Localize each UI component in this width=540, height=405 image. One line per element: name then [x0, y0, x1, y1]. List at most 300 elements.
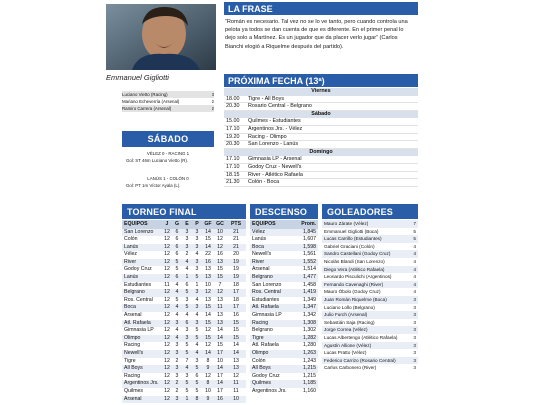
standings-cell: 4: [172, 312, 182, 320]
standings-cell: 3: [192, 244, 202, 252]
standings-team: River: [122, 259, 162, 267]
standings-team: Racing: [122, 342, 162, 350]
standings-cell: 10: [202, 282, 214, 290]
relegation-row: [250, 388, 318, 396]
standings-cell: 2: [172, 388, 182, 396]
standings-cell: 15: [202, 236, 214, 244]
standings-cell: 3: [192, 358, 202, 366]
scorer-row: [322, 296, 418, 304]
relegation-average: 1,282: [294, 335, 318, 343]
scorer-goals: 5: [413, 228, 416, 234]
standings-cell: 4: [192, 251, 202, 259]
standings-cell: 3: [182, 335, 192, 343]
scorer-row: [322, 319, 418, 327]
standings-cell: 3: [192, 289, 202, 297]
relegation-team: Atl. Rafaela: [250, 342, 294, 350]
standings-cell: 5: [182, 388, 192, 396]
relegation-row: [250, 320, 318, 328]
relegation-team: San Lorenzo: [250, 282, 294, 290]
standings-cell: 8: [202, 380, 214, 388]
relegation-row: [250, 365, 318, 373]
relegation-average: 1,552: [294, 259, 318, 267]
standings-row: [122, 396, 246, 404]
standings-team: Quilmes: [122, 388, 162, 396]
scorer-row: [322, 311, 418, 319]
standings-cell: 12: [162, 259, 172, 267]
standings-cell: 12: [162, 396, 172, 404]
relegation-row: [250, 335, 318, 343]
relegation-average: 1,342: [294, 312, 318, 320]
standings-cell: 12: [162, 251, 172, 259]
scorer-goals: 3: [413, 304, 416, 310]
scorer-name: Sebastián Saja (Racing): [324, 319, 375, 325]
standings-cell: 4: [172, 327, 182, 335]
scorer-name: Federico Carrizo (Rosario Central): [324, 357, 396, 363]
relegation-table: [250, 220, 318, 396]
scorer-name: Fernando Cavenaghi (River): [324, 281, 384, 287]
standings-cell: 3: [182, 229, 192, 237]
scorer-name: Luciano Lollo (Belgrano): [324, 304, 375, 310]
standings-cell: 1: [192, 282, 202, 290]
relegation-row: [250, 266, 318, 274]
standings-cell: 3: [172, 396, 182, 404]
fixture-row: [224, 172, 418, 180]
standings-cell: 17: [214, 350, 226, 358]
standings-cell: 12: [162, 388, 172, 396]
relegation-row: [250, 251, 318, 259]
standings-row: [122, 373, 246, 381]
standings-cell: 5: [172, 259, 182, 267]
standings-cell: 12: [162, 304, 172, 312]
standings-team: Belgrano: [122, 289, 162, 297]
sabado-match: [122, 151, 214, 164]
standings-row: [122, 297, 246, 305]
standings-cell: 21: [226, 229, 246, 237]
standings-cell: 4: [182, 365, 192, 373]
standings-cell: 12: [162, 358, 172, 366]
standings-cell: 11: [162, 282, 172, 290]
standings-cell: 8: [192, 396, 202, 404]
relegation-team: Estudiantes: [250, 297, 294, 305]
standings-table: [122, 220, 246, 403]
standings-header-row: [122, 220, 246, 229]
standings-cell: 2: [172, 358, 182, 366]
standings-cell: 15: [202, 320, 214, 328]
standings-cell: 5: [192, 327, 202, 335]
standings-row: [122, 282, 246, 290]
standings-cell: 12: [214, 289, 226, 297]
standings-cell: 5: [192, 335, 202, 343]
standings-cell: 3: [172, 320, 182, 328]
standings-cell: 7: [214, 282, 226, 290]
match-scorer: Gol: ST 46m Luciano Vietto (R).: [126, 157, 189, 163]
relegation-row: [250, 244, 318, 252]
scorer-goals: 3: [413, 357, 416, 363]
standings-cell: 17: [214, 373, 226, 381]
scorer-goals: 4: [413, 243, 416, 249]
relegation-average: 1,347: [294, 304, 318, 312]
standings-cell: 4: [192, 312, 202, 320]
fixture-day-header: Sábado: [224, 111, 418, 119]
standings-cell: 14: [202, 229, 214, 237]
fixture-row: [224, 179, 418, 187]
fixture-time: 18.00: [226, 95, 240, 102]
standings-cell: 19: [226, 259, 246, 267]
standings-column-header: E: [182, 220, 192, 229]
standings-cell: 1: [182, 396, 192, 404]
ranking-name: Luciano Vietto (Racing): [122, 92, 168, 97]
relegation-row: [250, 327, 318, 335]
match-scorer: Gol: PT 1m Víctor Ayala (L).: [126, 182, 181, 188]
relegation-team: Belgrano: [250, 274, 294, 282]
standings-cell: 21: [226, 244, 246, 252]
ranking-value: 2: [211, 106, 214, 111]
standings-column-header: J: [162, 220, 172, 229]
scorer-row: [322, 334, 418, 342]
fixture-time: 17.10: [226, 163, 240, 170]
fixture-list: [224, 88, 418, 187]
relegation-row: [250, 259, 318, 267]
scorer-row: [322, 235, 418, 243]
standings-cell: 22: [202, 251, 214, 259]
standings-row: [122, 266, 246, 274]
standings-cell: 4: [172, 282, 182, 290]
standings-team: Olimpo: [122, 335, 162, 343]
standings-team: Vélez: [122, 251, 162, 259]
standings-row: [122, 342, 246, 350]
standings-row: [122, 335, 246, 343]
relegation-team: Tigre: [250, 335, 294, 343]
standings-cell: 6: [172, 229, 182, 237]
scorer-row: [322, 326, 418, 334]
relegation-average: 1,185: [294, 380, 318, 388]
standings-cell: 5: [182, 350, 192, 358]
standings-team: Lanús: [122, 274, 162, 282]
relegation-average: 1,280: [294, 342, 318, 350]
sabado-match: [122, 176, 214, 189]
standings-cell: 4: [192, 350, 202, 358]
frase-title: LA FRASE: [224, 2, 418, 15]
scorer-goals: 3: [413, 327, 416, 333]
standings-cell: 10: [214, 229, 226, 237]
standings-cell: 2: [172, 380, 182, 388]
relegation-average: 1,607: [294, 236, 318, 244]
standings-cell: 3: [192, 236, 202, 244]
relegation-average: 1,215: [294, 373, 318, 381]
scorer-goals: 4: [413, 289, 416, 295]
scorer-goals: 3: [413, 342, 416, 348]
scorer-name: Sandro Castellani (Godoy Cruz): [324, 251, 391, 257]
fixture-time: 20.30: [226, 141, 240, 148]
standings-cell: 4: [182, 266, 192, 274]
standings-cell: 6: [182, 282, 192, 290]
relegation-team: All Boys: [250, 365, 294, 373]
fixture-match: Racing - Olimpo: [248, 133, 287, 140]
standings-cell: 16: [226, 312, 246, 320]
relegation-team: River: [250, 259, 294, 267]
fixture-row: [224, 96, 418, 104]
fixture-match: Rosario Central - Belgrano: [248, 103, 312, 110]
scorer-name: Emmanuel Gigliotti (Boca): [324, 228, 379, 234]
scorer-row: [322, 258, 418, 266]
standings-cell: 16: [214, 251, 226, 259]
standings-column-header: GC: [214, 220, 226, 229]
relegation-column-header: EQUIPOS: [250, 220, 294, 229]
standings-cell: 11: [214, 304, 226, 312]
scorer-goals: 3: [413, 350, 416, 356]
standings-cell: 12: [214, 244, 226, 252]
ranking-row: [122, 105, 214, 112]
standings-row: [122, 365, 246, 373]
standings-cell: 20: [226, 251, 246, 259]
scorer-name: Juan Román Riquelme (Boca): [324, 296, 387, 302]
ranking-row: [122, 91, 214, 98]
fixture-match: Gimnasia LP - Arsenal: [248, 156, 302, 163]
scorer-goals: 7: [413, 221, 416, 226]
standings-cell: 17: [226, 304, 246, 312]
standings-cell: 15: [202, 335, 214, 343]
standings-cell: 19: [226, 266, 246, 274]
standings-team: Newell's: [122, 350, 162, 358]
standings-cell: 6: [192, 373, 202, 381]
standings-cell: 12: [226, 373, 246, 381]
standings-cell: 5: [192, 274, 202, 282]
relegation-team: Gimnasia LP: [250, 312, 294, 320]
frase-quote: “Román es necesario. Tal vez no se lo ve tanto, pero cuando controla una pelota ya todos se dan cuenta de que es diferente. En el primer penal lo dejo solo a Martínez. Es un jugador que da placer verlo jugar” (Carlos Bianchi elogió a Riquelme después del partido).: [225, 19, 408, 50]
standings-row: [122, 388, 246, 396]
standings-cell: 3: [172, 373, 182, 381]
match-result: VÉLEZ 0 - RACING 1: [146, 151, 190, 156]
standings-cell: 14: [226, 342, 246, 350]
standings-cell: 14: [214, 380, 226, 388]
scorer-goals: 3: [413, 319, 416, 325]
relegation-row: [250, 274, 318, 282]
standings-cell: 6: [172, 251, 182, 259]
standings-cell: 3: [172, 365, 182, 373]
relegation-team: Argentinos Jrs.: [250, 388, 294, 396]
standings-cell: 13: [214, 320, 226, 328]
relegation-team: Ros. Central: [250, 289, 294, 297]
standings-cell: 13: [226, 365, 246, 373]
ranking-name: Mariano Echeverría (Arsenal): [122, 99, 180, 104]
scorer-name: Carlos Carbonero (River): [324, 365, 377, 371]
standings-team: Tigre: [122, 358, 162, 366]
relegation-team: Godoy Cruz: [250, 373, 294, 381]
scorer-name: Mauro Zárate (Vélez): [324, 221, 369, 226]
scorer-name: Lucas Pratto (Vélez): [324, 350, 367, 356]
standings-cell: 10: [226, 396, 246, 404]
standings-cell: 12: [162, 350, 172, 358]
scorer-row: [322, 364, 418, 372]
standings-column-header: GF: [202, 220, 214, 229]
scorer-row: [322, 266, 418, 274]
standings-cell: 13: [214, 259, 226, 267]
standings-cell: 5: [172, 266, 182, 274]
relegation-average: 1,845: [294, 229, 318, 237]
scorer-row: [322, 243, 418, 251]
standings-cell: 16: [202, 259, 214, 267]
fixture-row: [224, 118, 418, 126]
ranking-value: 2: [211, 99, 214, 104]
ranking-name: Ramiro Carrera (Arsenal): [122, 106, 172, 111]
fixture-match: Argentinos Jrs. - Vélez: [248, 125, 303, 132]
standings-row: [122, 259, 246, 267]
scorer-name: Lucas Albertengo (Atlético Rafaela): [324, 334, 398, 340]
photo-caption: Emmanuel Gigliotti: [106, 73, 169, 82]
relegation-row: [250, 373, 318, 381]
standings-cell: 12: [162, 312, 172, 320]
scorer-row: [322, 250, 418, 258]
standings-team: Estudiantes: [122, 282, 162, 290]
standings-cell: 4: [192, 297, 202, 305]
standings-cell: 14: [202, 244, 214, 252]
standings-cell: 18: [226, 282, 246, 290]
relegation-average: 1,308: [294, 320, 318, 328]
standings-row: [122, 229, 246, 237]
standings-cell: 5: [182, 342, 192, 350]
scorer-name: Jorge Correa (Vélez): [324, 327, 368, 333]
fixture-row: [224, 134, 418, 142]
standings-row: [122, 274, 246, 282]
standings-cell: 12: [162, 297, 172, 305]
standings-cell: 12: [162, 342, 172, 350]
scorer-row: [322, 288, 418, 296]
scorer-goals: 3: [413, 312, 416, 318]
standings-cell: 10: [202, 388, 214, 396]
standings-row: [122, 350, 246, 358]
standings-cell: 1: [182, 274, 192, 282]
standings-cell: 12: [162, 365, 172, 373]
relegation-team: Lanús: [250, 236, 294, 244]
scorer-goals: 4: [413, 266, 416, 272]
fixture-match: San Lorenzo - Lanús: [248, 141, 299, 148]
standings-team: Godoy Cruz: [122, 266, 162, 274]
standings-cell: 11: [226, 388, 246, 396]
standings-row: [122, 327, 246, 335]
match-result: LANÚS 1 - COLÓN 0: [147, 176, 189, 181]
standings-cell: 12: [202, 373, 214, 381]
scorer-row: [322, 304, 418, 312]
scorer-goals: 4: [413, 258, 416, 264]
standings-column-header: P: [192, 220, 202, 229]
relegation-average: 1,458: [294, 282, 318, 290]
fixture-match: Godoy Cruz - Newell's: [248, 163, 302, 170]
relegation-average: 1,215: [294, 365, 318, 373]
scorer-name: Agustín Allione (Vélez): [324, 342, 372, 348]
standings-cell: 12: [162, 320, 172, 328]
descenso-title: DESCENSO: [250, 204, 318, 219]
fixture-row: [224, 164, 418, 172]
standings-cell: 19: [226, 274, 246, 282]
standings-cell: 10: [214, 358, 226, 366]
standings-cell: 3: [182, 373, 192, 381]
standings-cell: 5: [192, 365, 202, 373]
standings-row: [122, 380, 246, 388]
relegation-column-header: Prom.: [294, 220, 318, 229]
standings-row: [122, 236, 246, 244]
standings-cell: 9: [202, 396, 214, 404]
relegation-row: [250, 358, 318, 366]
relegation-header-row: [250, 220, 318, 229]
standings-cell: 15: [214, 266, 226, 274]
fixture-time: 20.30: [226, 103, 240, 110]
standings-team: Racing: [122, 373, 162, 381]
ranking-list: [122, 91, 214, 112]
relegation-row: [250, 312, 318, 320]
scorer-goals: 3: [413, 365, 416, 371]
standings-cell: 13: [214, 312, 226, 320]
scorer-name: Diego Vera (Atlético Rafaela): [324, 266, 385, 272]
standings-cell: 12: [162, 236, 172, 244]
standings-team: Gimnasia LP: [122, 327, 162, 335]
standings-cell: 5: [172, 297, 182, 305]
fixture-time: 18.15: [226, 171, 240, 178]
standings-cell: 12: [162, 244, 172, 252]
standings-cell: 4: [182, 312, 192, 320]
standings-cell: 14: [214, 335, 226, 343]
standings-cell: 11: [226, 380, 246, 388]
scorer-goals: 3: [413, 334, 416, 340]
relegation-average: 1,419: [294, 289, 318, 297]
standings-cell: 3: [192, 320, 202, 328]
standings-row: [122, 251, 246, 259]
standings-cell: 6: [172, 274, 182, 282]
standings-cell: 5: [192, 388, 202, 396]
standings-cell: 12: [162, 335, 172, 343]
standings-cell: 13: [226, 358, 246, 366]
fixture-time: 17.10: [226, 156, 240, 163]
standings-cell: 13: [202, 266, 214, 274]
standings-cell: 17: [214, 388, 226, 396]
relegation-team: Vélez: [250, 229, 294, 237]
standings-cell: 12: [162, 266, 172, 274]
fixture-time: 17.10: [226, 125, 240, 132]
relegation-row: [250, 229, 318, 237]
fixture-row: [224, 103, 418, 111]
standings-cell: 3: [172, 350, 182, 358]
fecha-title: PRÓXIMA FECHA (13ª): [224, 74, 418, 87]
relegation-row: [250, 350, 318, 358]
relegation-average: 1,514: [294, 266, 318, 274]
standings-cell: 14: [226, 350, 246, 358]
relegation-average: 1,598: [294, 244, 318, 252]
standings-cell: 12: [214, 236, 226, 244]
scorer-row: [322, 228, 418, 236]
relegation-team: Belgrano: [250, 327, 294, 335]
standings-cell: 12: [162, 274, 172, 282]
standings-row: [122, 312, 246, 320]
scorer-goals: 4: [413, 251, 416, 257]
relegation-row: [250, 282, 318, 290]
player-photo-image: [106, 4, 216, 70]
standings-cell: 13: [214, 297, 226, 305]
relegation-team: Olimpo: [250, 350, 294, 358]
standings-column-header: PTS: [226, 220, 246, 229]
fixture-match: River - Atlético Rafaela: [248, 171, 303, 178]
standings-cell: 15: [226, 327, 246, 335]
relegation-team: Racing: [250, 320, 294, 328]
scorer-row: [322, 342, 418, 350]
relegation-row: [250, 236, 318, 244]
standings-cell: 4: [182, 259, 192, 267]
relegation-average: 1,477: [294, 274, 318, 282]
relegation-row: [250, 342, 318, 350]
standings-cell: 4: [192, 342, 202, 350]
standings-cell: 16: [214, 396, 226, 404]
standings-team: Ros. Central: [122, 297, 162, 305]
standings-cell: 21: [226, 236, 246, 244]
scorer-row: [322, 220, 418, 228]
